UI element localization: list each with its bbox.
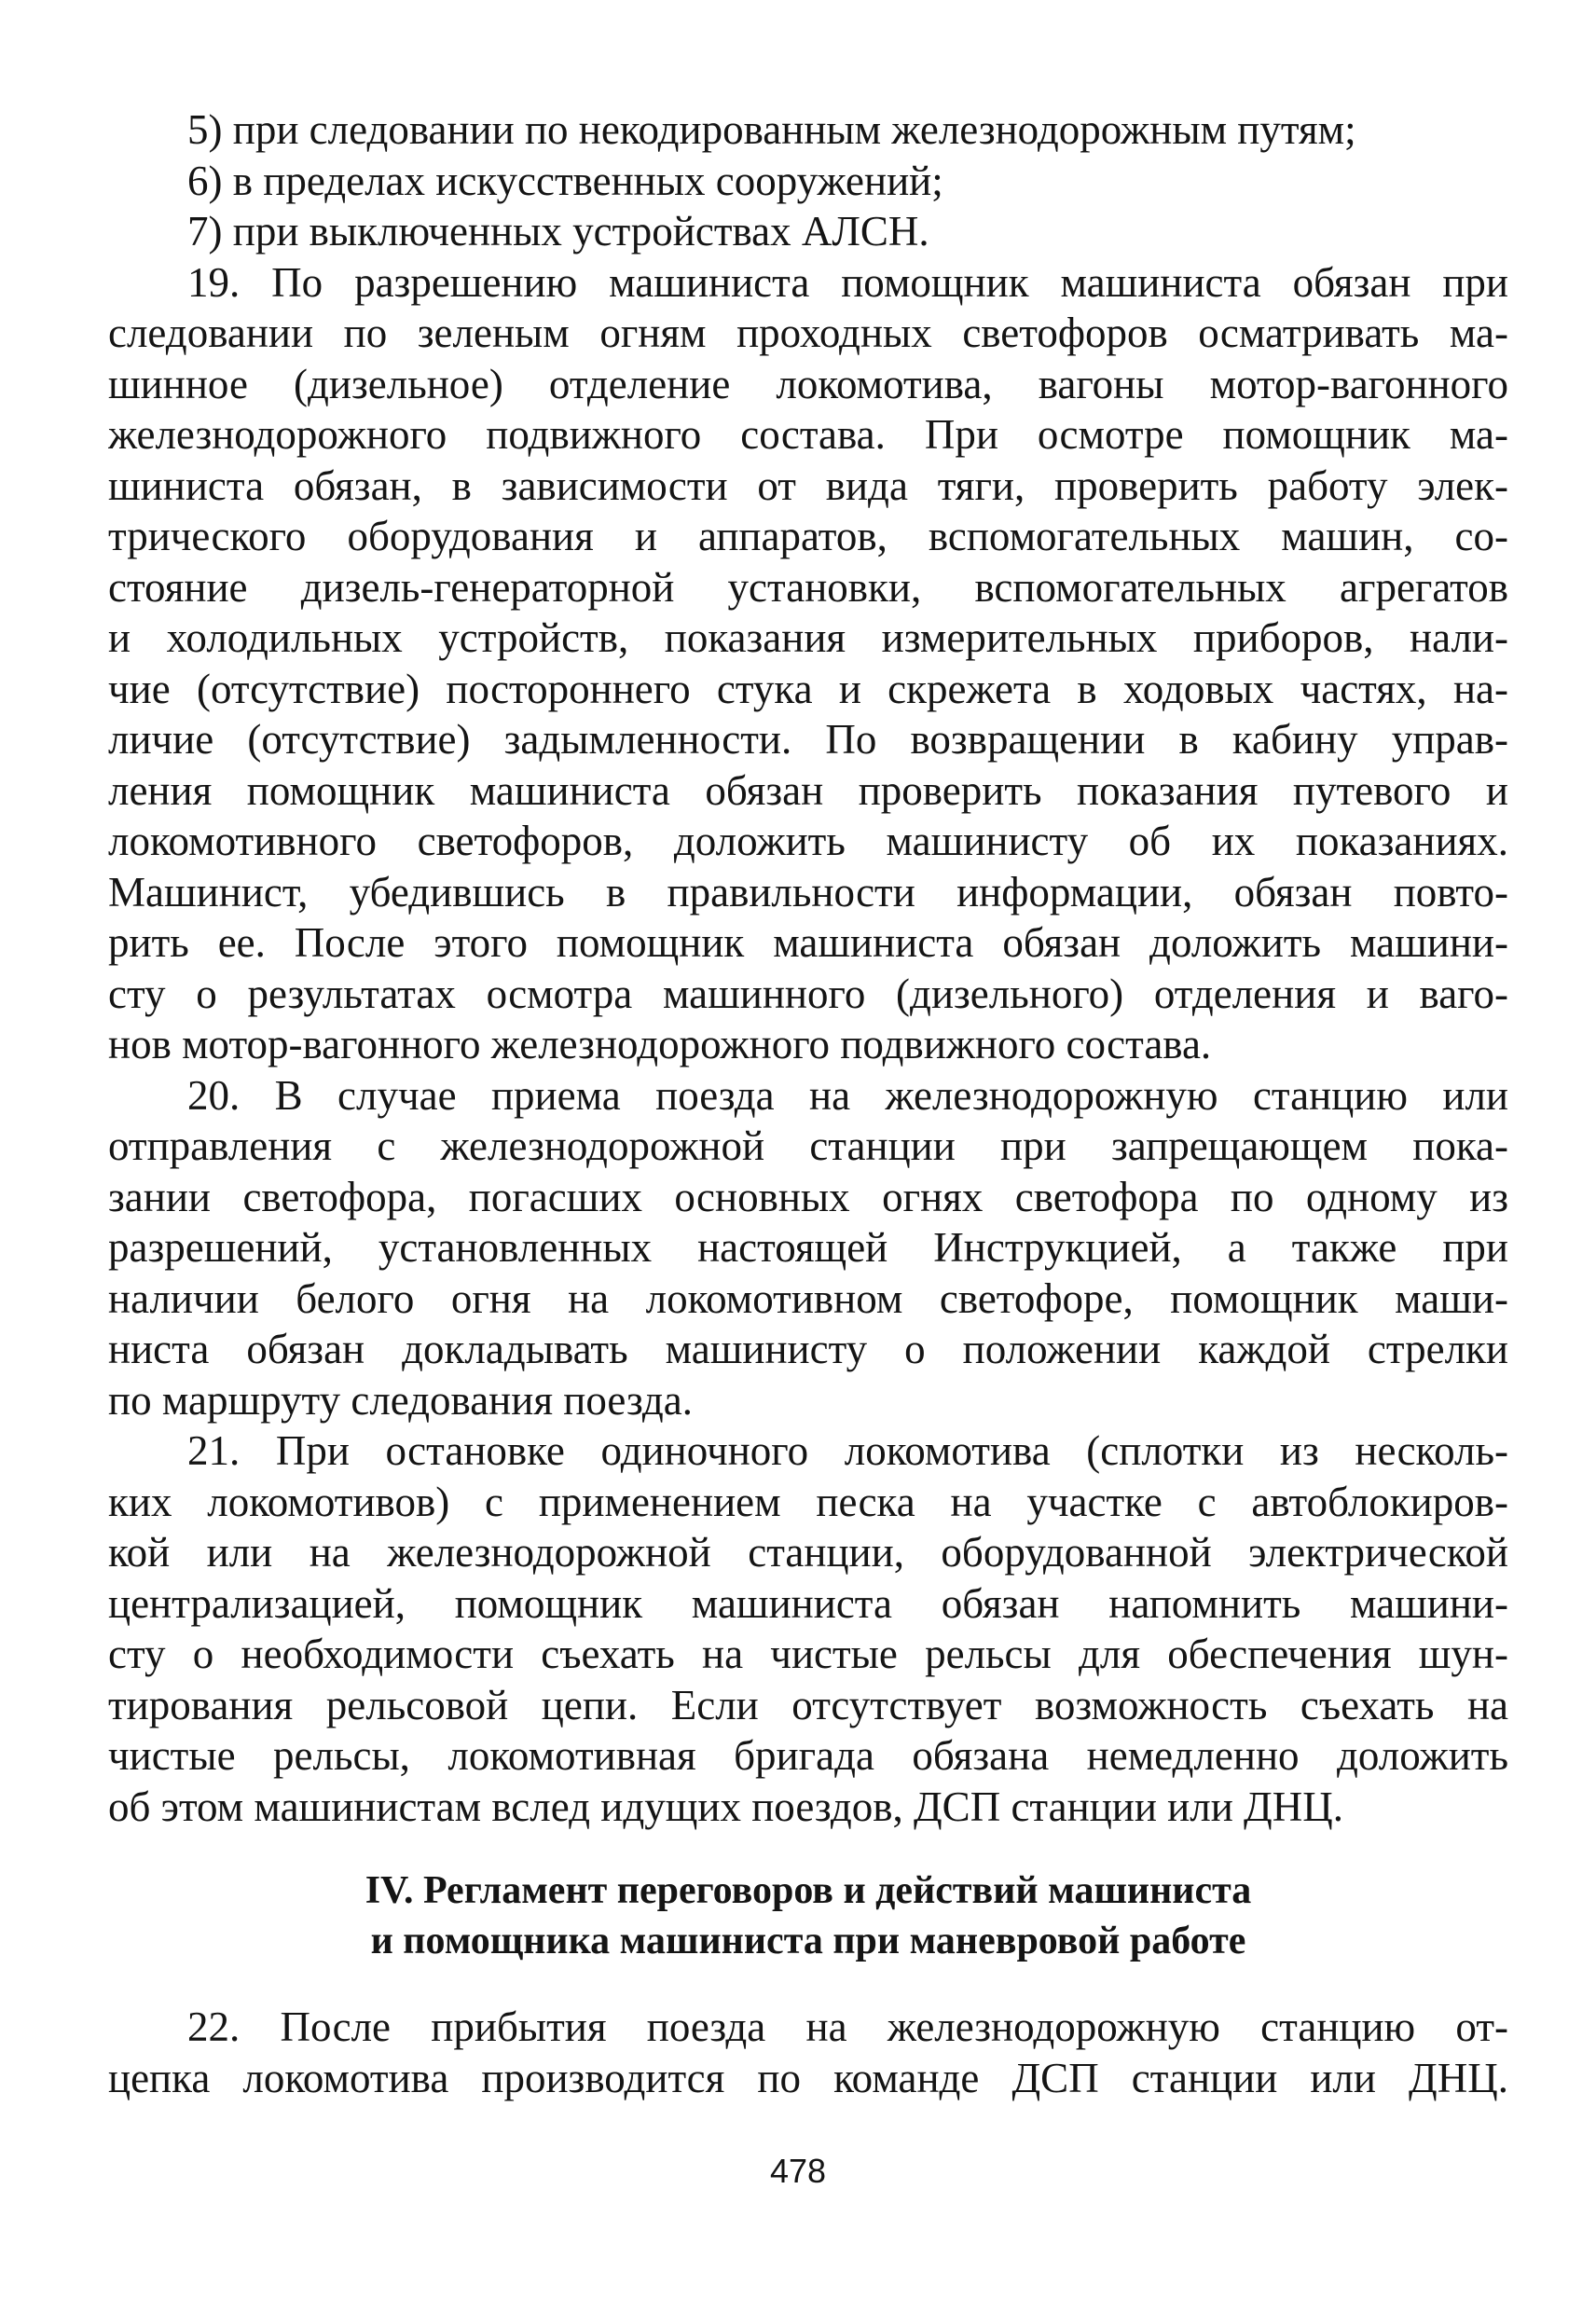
paragraph-line: 21. При остановке одиночного локомотива (сплотки из несколь-	[187, 1427, 1508, 1474]
list-item: 6) в пределах искусственных сооружений;	[187, 157, 943, 204]
paragraph-line: централизацией, помощник машиниста обязан напомнить машини-	[108, 1579, 1508, 1627]
paragraph-21	[108, 1425, 1508, 1832]
paragraph-line: чистые рельсы, локомотивная бригада обязана немедленно доложить	[108, 1732, 1508, 1779]
paragraph-20	[108, 1070, 1508, 1426]
page-number: 478	[769, 2152, 827, 2190]
paragraph-line: 20. В случае приема поезда на железнодорожную станцию или	[187, 1071, 1508, 1119]
paragraph-line: сту о необходимости съехать на чистые рельсы для обеспечения шун-	[108, 1631, 1508, 1677]
paragraph-line: наличии белого огня на локомотивном светофоре, помощник маши-	[108, 1274, 1508, 1322]
paragraph-line: отправления с железнодорожной станции при запрещающем пока-	[108, 1122, 1508, 1169]
paragraph-line: 22. После прибытия поезда на железнодорожную станцию от-	[187, 2003, 1508, 2050]
paragraph-line: кой или на железнодорожной станции, оборудованной электрической	[108, 1529, 1508, 1576]
paragraph-line: 19. По разрешению машиниста помощник машиниста обязан при	[187, 258, 1508, 306]
paragraph-22	[108, 2002, 1508, 2103]
paragraph-line: ких локомотивов) с применением песка на участке с автоблокиров-	[108, 1478, 1508, 1525]
list-item: 7) при выключенных устройствах АЛСН.	[187, 208, 929, 255]
paragraph-line: по маршруту следования поезда.	[108, 1376, 694, 1424]
paragraph-line: рить ее. После этого помощник машиниста обязан доложить машини-	[108, 919, 1508, 966]
paragraph-line: Машинист, убедившись в правильности информации, обязан повто-	[108, 868, 1508, 916]
paragraph-line: шинное (дизельное) отделение локомотива, вагоны мотор-вагонного	[108, 360, 1508, 407]
paragraph-line: железнодорожного подвижного состава. При осмотре помощник ма-	[108, 411, 1508, 458]
paragraph-line: тирования рельсовой цепи. Если отсутствует возможность съехать на	[108, 1681, 1508, 1728]
paragraph-line: зании светофора, погасших основных огнях светофора по одному из	[108, 1173, 1508, 1220]
section-heading-line: IV. Регламент переговоров и действий машиниста	[365, 1869, 1252, 1912]
paragraph-line: следовании по зеленым огням проходных светофоров осматривать ма-	[108, 310, 1508, 356]
section-heading	[108, 1866, 1508, 1966]
paragraph-line: и холодильных устройств, показания измерительных приборов, нали-	[108, 614, 1508, 661]
paragraph-line: об этом машинистам вслед идущих поездов, ДСП станции или ДНЦ.	[108, 1783, 1343, 1830]
paragraph-line: ниста обязан докладывать машинисту о положении каждой стрелки	[108, 1326, 1508, 1372]
paragraph-line: трического оборудования и аппаратов, вспомогательных машин, со-	[108, 513, 1508, 559]
document-page	[108, 104, 1508, 2103]
paragraph-line: чие (отсутствие) постороннего стука и скрежета в ходовых частях, на-	[108, 665, 1508, 712]
paragraph-line: нов мотор-вагонного железнодорожного подвижного состава.	[108, 1021, 1212, 1067]
list-item: 5) при следовании по некодированным железнодорожным путям;	[187, 106, 1356, 153]
paragraph-line: личие (отсутствие) задымленности. По возвращении в кабину управ-	[108, 716, 1508, 763]
paragraph-line: ления помощник машиниста обязан проверить показания путевого и	[108, 766, 1508, 814]
paragraph-line: локомотивного светофоров, доложить машинисту об их показаниях.	[108, 818, 1508, 864]
paragraph-line: разрешений, установленных настоящей Инструкцией, а также при	[108, 1224, 1508, 1271]
section-heading-line: и помощника машиниста при маневровой работе	[370, 1920, 1246, 1962]
paragraph-19	[108, 257, 1508, 1070]
paragraph-line: цепка локомотива производится по команде ДСП станции или ДНЦ.	[108, 2054, 1508, 2101]
paragraph-line: шиниста обязан, в зависимости от вида тяги, проверить работу элек-	[108, 461, 1508, 509]
paragraph-line: сту о результатах осмотра машинного (дизельного) отделения и ваго-	[108, 970, 1508, 1017]
paragraph-line: стояние дизель-генераторной установки, вспомогательных агрегатов	[108, 563, 1508, 611]
